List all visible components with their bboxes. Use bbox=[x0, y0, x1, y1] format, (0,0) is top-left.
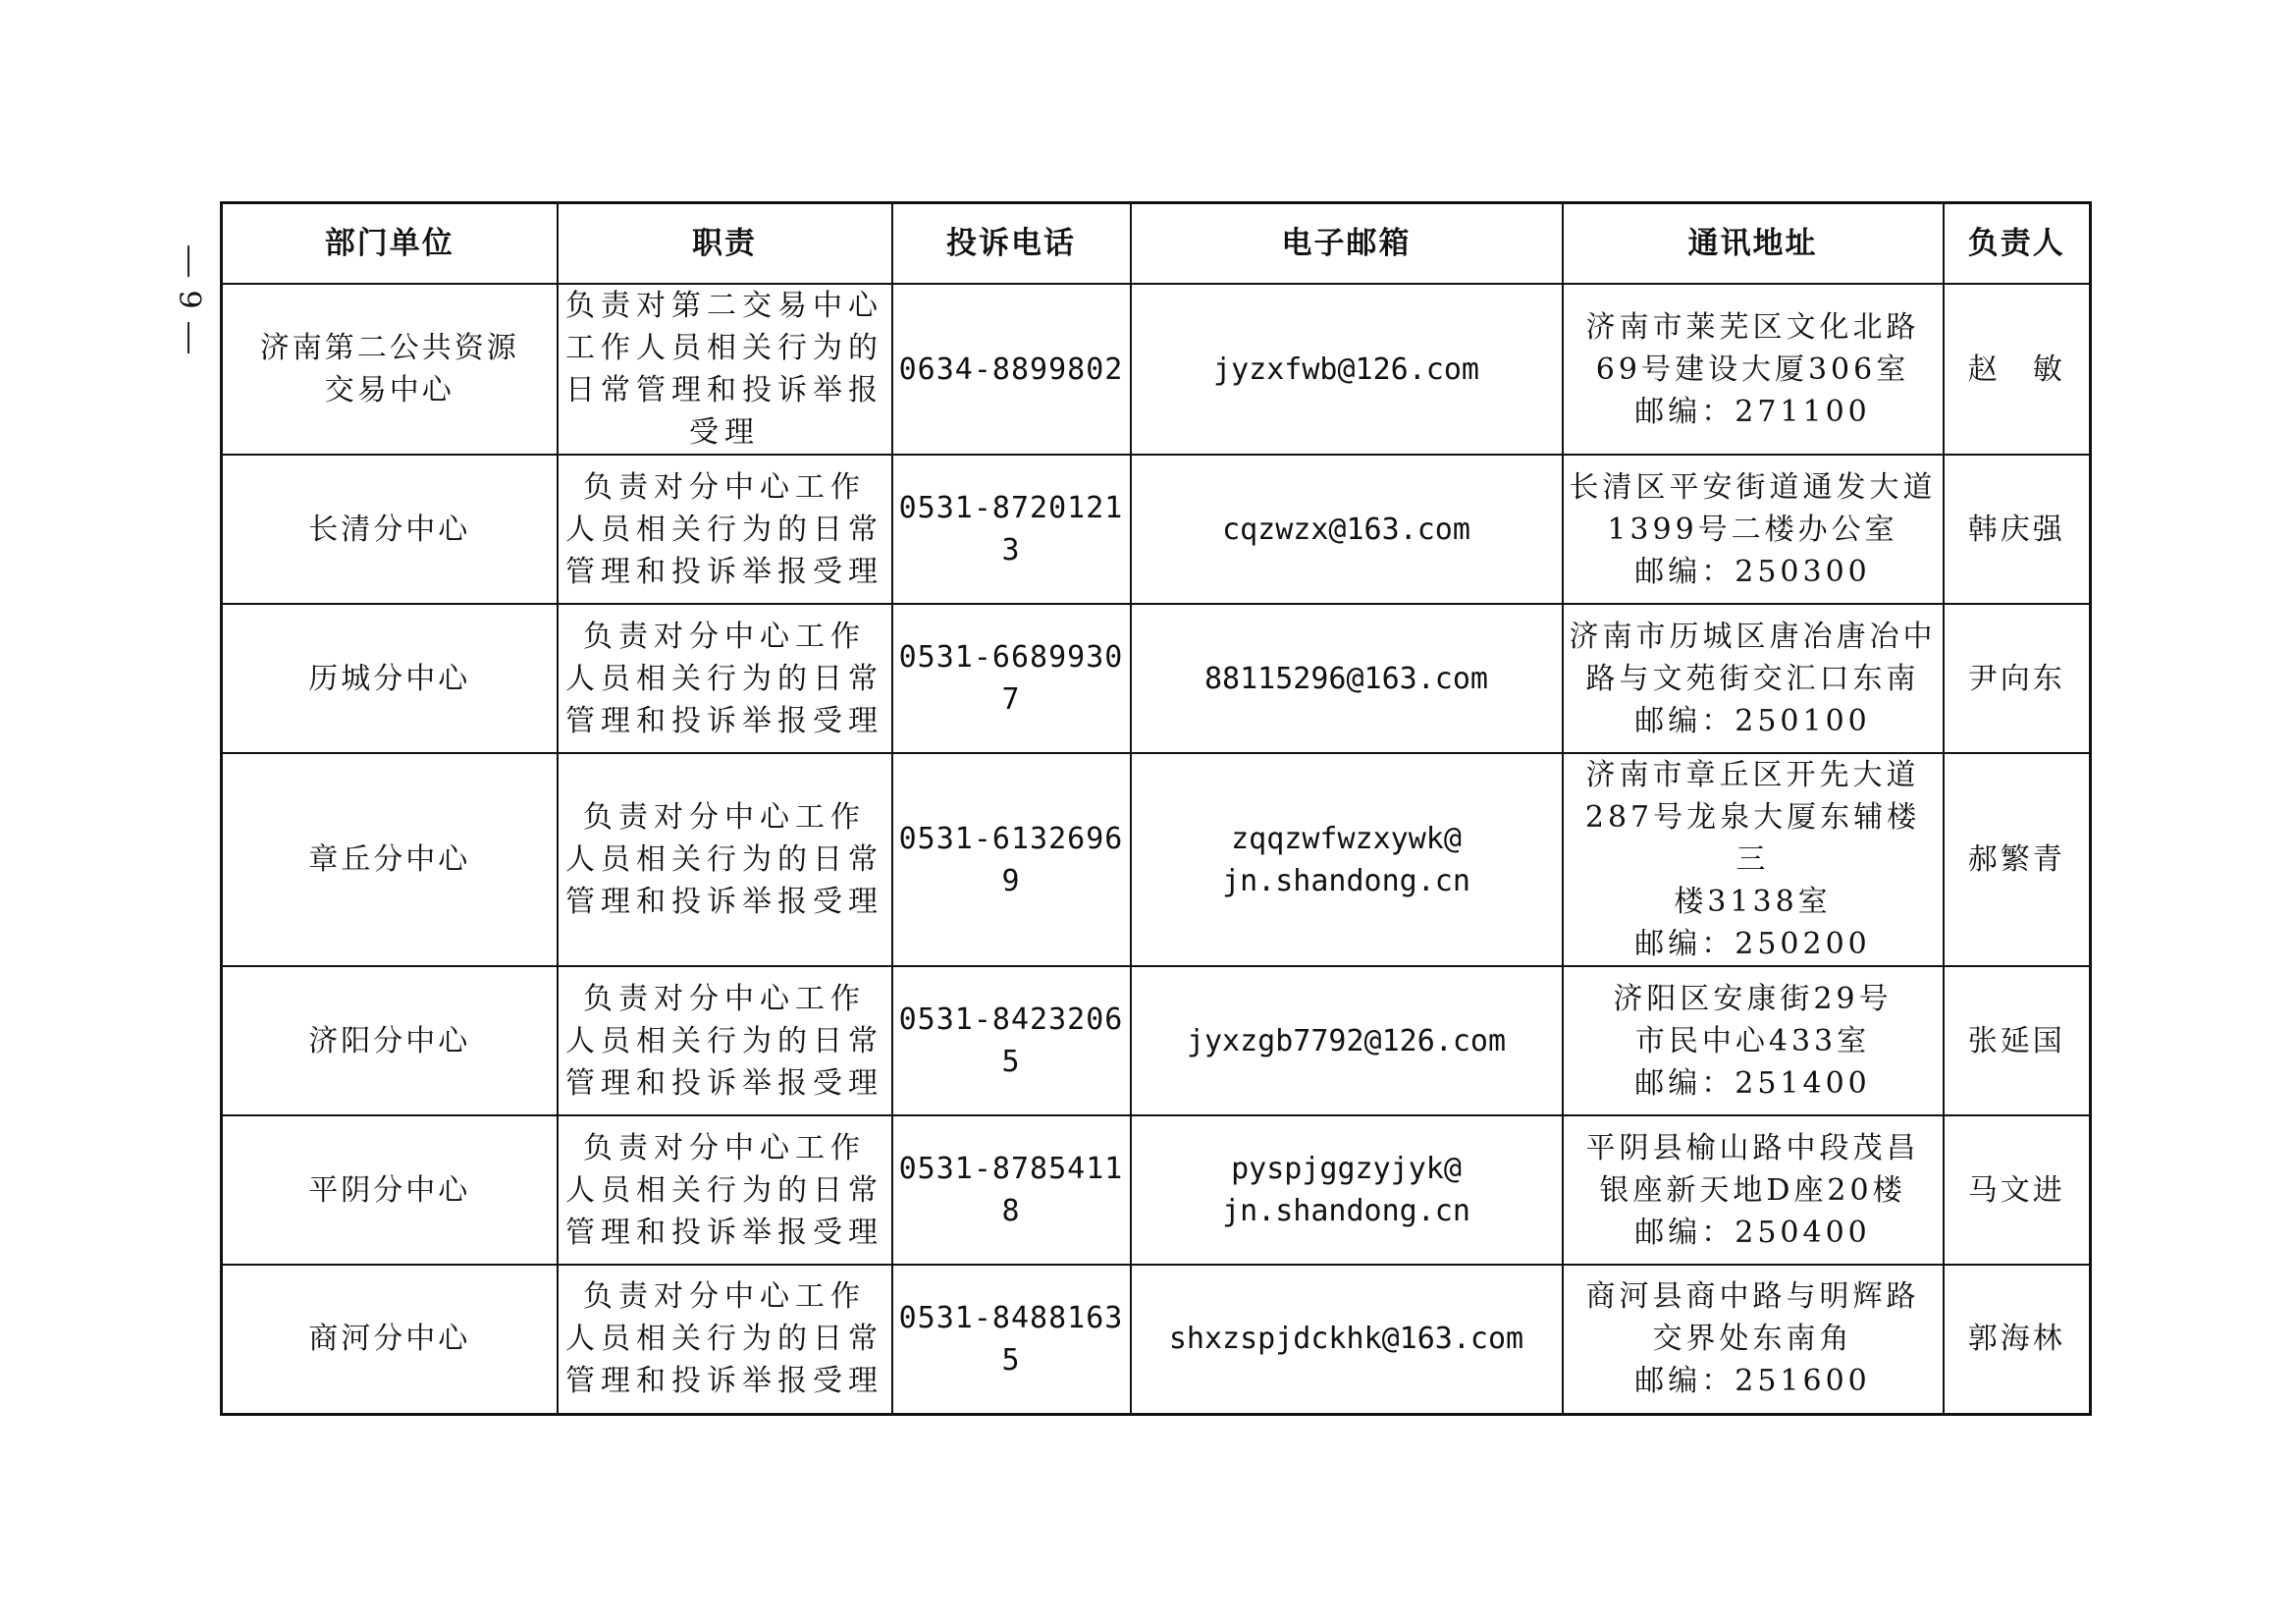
cell-address-line: 银座新天地D座20楼 bbox=[1599, 1172, 1906, 1208]
cell-address bbox=[1563, 753, 1944, 966]
cell-duty-line: 管理和投诉举报受理 bbox=[565, 885, 883, 919]
header-phone: 投诉电话 bbox=[892, 203, 1131, 285]
cell-phone: 0531-87854118 bbox=[892, 1115, 1131, 1265]
cell-address-line: 邮编：251600 bbox=[1634, 1364, 1871, 1399]
cell-email-line: pyspjggzyjyk@ bbox=[1231, 1152, 1462, 1186]
cell-address-line: 长清区平安街道通发大道 bbox=[1569, 469, 1937, 505]
cell-dept bbox=[222, 604, 558, 753]
cell-duty-line: 日常管理和投诉举报 bbox=[565, 373, 883, 407]
cell-duty-line: 负责对分中心工作 bbox=[583, 1279, 866, 1315]
table-row bbox=[222, 1265, 2091, 1414]
cell-duty-line: 负责对第二交易中心 bbox=[565, 289, 883, 323]
cell-duty-line: 人员相关行为的日常 bbox=[565, 1172, 883, 1208]
cell-dept-line: 长清分中心 bbox=[308, 512, 471, 547]
header-person: 负责人 bbox=[1944, 203, 2091, 285]
cell-person: 尹向东 bbox=[1944, 604, 2091, 753]
cell-address-line: 69号建设大厦306室 bbox=[1595, 352, 1910, 387]
cell-address-line: 邮编：250400 bbox=[1634, 1215, 1871, 1250]
page-number-rule-bottom bbox=[187, 322, 189, 353]
cell-address bbox=[1563, 455, 1944, 604]
cell-person: 韩庆强 bbox=[1944, 455, 2091, 604]
cell-duty bbox=[558, 604, 892, 753]
cell-address-line: 济南市历城区唐冶唐冶中 bbox=[1569, 619, 1937, 654]
cell-address bbox=[1563, 284, 1944, 455]
cell-email-line: jn.shandong.cn bbox=[1222, 1194, 1470, 1228]
cell-email bbox=[1131, 604, 1563, 753]
cell-dept-line: 历城分中心 bbox=[308, 661, 471, 696]
cell-email-line: shxzspjdckhk@163.com bbox=[1168, 1322, 1524, 1357]
cell-person: 马文进 bbox=[1944, 1115, 2091, 1265]
cell-email bbox=[1131, 1115, 1563, 1265]
cell-dept bbox=[222, 753, 558, 966]
cell-duty-line: 负责对分中心工作 bbox=[583, 469, 866, 505]
cell-address-line: 邮编：250300 bbox=[1634, 554, 1871, 589]
cell-duty-line: 管理和投诉举报受理 bbox=[565, 703, 883, 738]
cell-duty-line: 人员相关行为的日常 bbox=[565, 1322, 883, 1357]
cell-address-line: 商河县商中路与明辉路 bbox=[1585, 1279, 1920, 1315]
cell-duty-line: 负责对分中心工作 bbox=[583, 619, 866, 654]
cell-duty-line: 管理和投诉举报受理 bbox=[565, 554, 883, 589]
cell-address-line: 287号龙泉大厦东辅楼三 bbox=[1584, 800, 1921, 877]
cell-email-line: jyxzgb7792@126.com bbox=[1186, 1023, 1507, 1058]
cell-person: 郭海林 bbox=[1944, 1265, 2091, 1414]
cell-address-line: 济南市莱芜区文化北路 bbox=[1585, 309, 1920, 345]
cell-dept-line: 济阳分中心 bbox=[308, 1023, 471, 1058]
cell-dept bbox=[222, 1115, 558, 1265]
cell-duty-line: 人员相关行为的日常 bbox=[565, 512, 883, 547]
table-row bbox=[222, 284, 2091, 455]
cell-duty-line: 管理和投诉举报受理 bbox=[565, 1215, 883, 1250]
cell-phone: 0531-61326969 bbox=[892, 753, 1131, 966]
cell-duty bbox=[558, 455, 892, 604]
cell-address-line: 市民中心433室 bbox=[1634, 1023, 1871, 1058]
cell-person: 郝繁青 bbox=[1944, 753, 2091, 966]
cell-address-line: 1399号二楼办公室 bbox=[1607, 512, 1898, 547]
cell-email-line: cqzwzx@163.com bbox=[1222, 512, 1470, 547]
cell-phone: 0531-84881635 bbox=[892, 1265, 1131, 1414]
cell-dept bbox=[222, 1265, 558, 1414]
cell-address-line: 济南市章丘区开先大道 bbox=[1585, 758, 1920, 792]
contact-table bbox=[220, 201, 2092, 1416]
table-row bbox=[222, 455, 2091, 604]
cell-phone: 0531-84232065 bbox=[892, 966, 1131, 1115]
cell-dept bbox=[222, 284, 558, 455]
cell-address-line: 邮编：250200 bbox=[1634, 927, 1871, 961]
cell-phone: 0634-8899802 bbox=[892, 284, 1131, 455]
cell-person: 张延国 bbox=[1944, 966, 2091, 1115]
cell-address-line: 路与文苑街交汇口东南 bbox=[1585, 661, 1920, 696]
cell-dept-line: 济南第二公共资源 bbox=[259, 331, 519, 365]
cell-duty bbox=[558, 1115, 892, 1265]
header-dept: 部门单位 bbox=[222, 203, 558, 285]
cell-address bbox=[1563, 604, 1944, 753]
page-number-rule-top bbox=[187, 245, 189, 277]
cell-address-line: 平阴县榆山路中段茂昌 bbox=[1585, 1130, 1920, 1165]
cell-duty-line: 负责对分中心工作 bbox=[583, 1130, 866, 1165]
cell-duty-line: 受理 bbox=[689, 415, 760, 450]
cell-phone: 0531-66899307 bbox=[892, 604, 1131, 753]
cell-duty bbox=[558, 1265, 892, 1414]
cell-address-line: 邮编：251400 bbox=[1634, 1065, 1871, 1101]
cell-email bbox=[1131, 753, 1563, 966]
cell-address bbox=[1563, 1265, 1944, 1414]
cell-email bbox=[1131, 966, 1563, 1115]
header-duty: 职责 bbox=[558, 203, 892, 285]
cell-dept bbox=[222, 455, 558, 604]
header-address: 通讯地址 bbox=[1563, 203, 1944, 285]
cell-duty bbox=[558, 284, 892, 455]
cell-email bbox=[1131, 1265, 1563, 1414]
page-number bbox=[169, 245, 208, 353]
cell-email bbox=[1131, 455, 1563, 604]
cell-duty-line: 人员相关行为的日常 bbox=[565, 842, 883, 877]
cell-duty bbox=[558, 753, 892, 966]
cell-address bbox=[1563, 1115, 1944, 1265]
cell-dept-line: 章丘分中心 bbox=[308, 842, 471, 877]
cell-address bbox=[1563, 966, 1944, 1115]
cell-duty-line: 管理和投诉举报受理 bbox=[565, 1364, 883, 1399]
table-row bbox=[222, 604, 2091, 753]
table-row bbox=[222, 966, 2091, 1115]
page-number-text: 9 bbox=[172, 290, 206, 309]
cell-dept bbox=[222, 966, 558, 1115]
cell-address-line: 楼3138室 bbox=[1674, 885, 1832, 919]
cell-phone: 0531-87201213 bbox=[892, 455, 1131, 604]
cell-email bbox=[1131, 284, 1563, 455]
cell-duty-line: 工作人员相关行为的 bbox=[565, 331, 883, 365]
cell-email-line: jn.shandong.cn bbox=[1222, 863, 1470, 898]
cell-dept-line: 交易中心 bbox=[324, 373, 454, 407]
cell-duty-line: 人员相关行为的日常 bbox=[565, 661, 883, 696]
cell-email-line: zqqzwfwzxywk@ bbox=[1231, 821, 1462, 856]
table-row bbox=[222, 753, 2091, 966]
cell-person: 赵 敏 bbox=[1944, 284, 2091, 455]
cell-email-line: 88115296@163.com bbox=[1204, 661, 1488, 696]
cell-address-line: 邮编：271100 bbox=[1634, 394, 1871, 429]
cell-duty-line: 管理和投诉举报受理 bbox=[565, 1065, 883, 1101]
header-email: 电子邮箱 bbox=[1131, 203, 1563, 285]
cell-address-line: 邮编：250100 bbox=[1634, 703, 1871, 738]
table-header-row bbox=[222, 203, 2091, 285]
cell-duty-line: 负责对分中心工作 bbox=[583, 981, 866, 1016]
table-body bbox=[222, 284, 2091, 1414]
cell-address-line: 济阳区安康街29号 bbox=[1613, 981, 1893, 1016]
cell-email-line: jyzxfwb@126.com bbox=[1213, 352, 1479, 387]
cell-duty-line: 人员相关行为的日常 bbox=[565, 1023, 883, 1058]
cell-address-line: 交界处东南角 bbox=[1652, 1322, 1853, 1357]
cell-dept-line: 平阴分中心 bbox=[308, 1172, 471, 1208]
cell-dept-line: 商河分中心 bbox=[308, 1322, 471, 1357]
cell-duty bbox=[558, 966, 892, 1115]
cell-duty-line: 负责对分中心工作 bbox=[583, 800, 866, 835]
table-row bbox=[222, 1115, 2091, 1265]
